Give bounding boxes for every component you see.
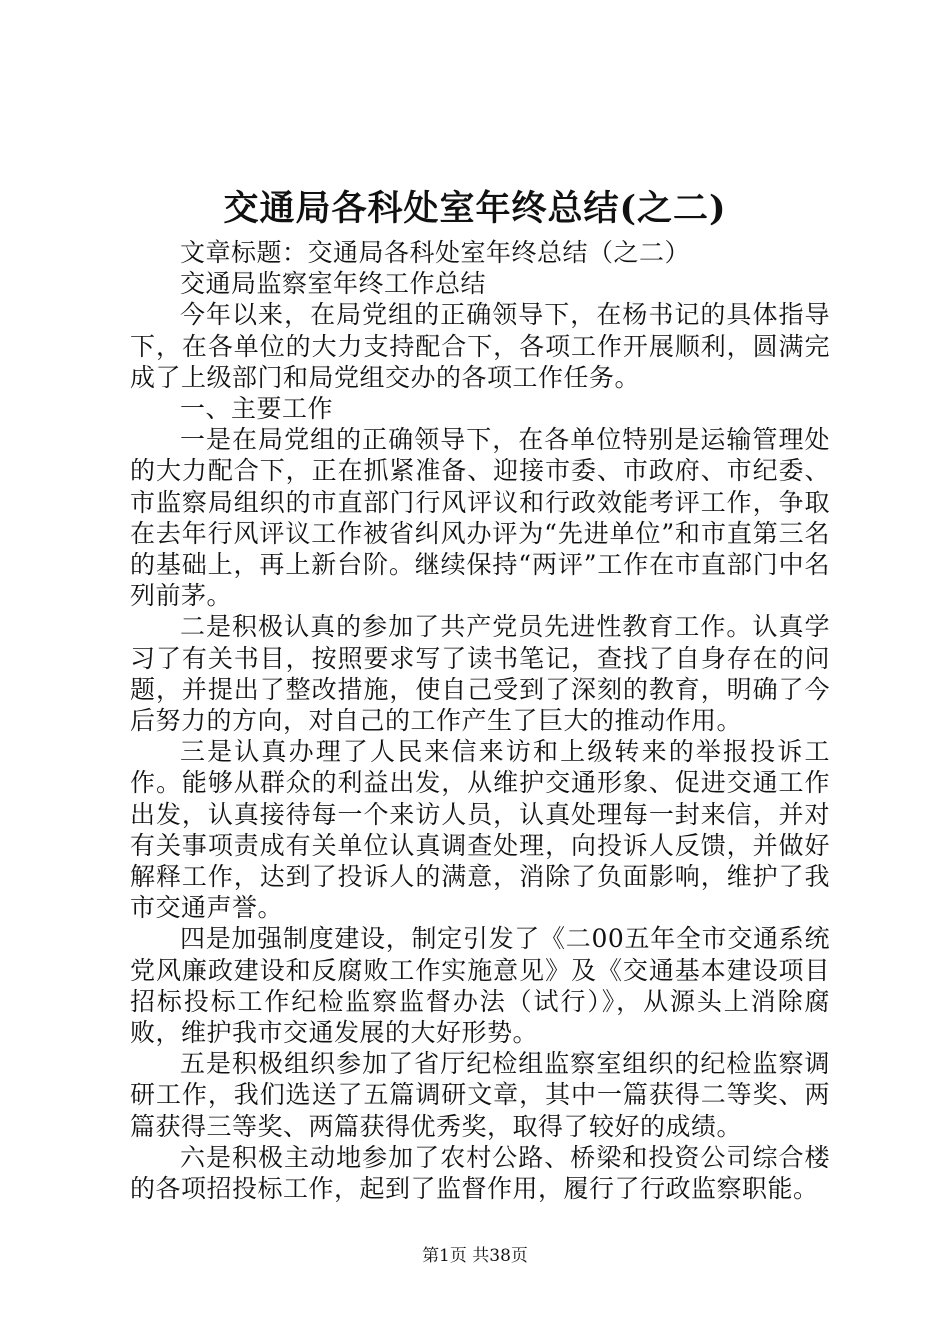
paragraph-item-5: 五是积极组织参加了省厅纪检组监察室组织的纪检监察调研工作，我们选送了五篇调研文章，其中一篇获得二等奖、两篇获得三等奖、两篇获得优秀奖，取得了较好的成绩。 xyxy=(130,1049,830,1141)
paragraph-subtitle: 交通局监察室年终工作总结 xyxy=(180,269,487,299)
paragraph-item-4: 四是加强制度建设，制定引发了《二00五年全市交通系统党风廉政建设和反腐败工作实施意见》及《交通基本建设项目招标投标工作纪检监察监督办法（试行）》，从源头上消除腐败，维护我市交通发展的大好形势。 xyxy=(130,924,830,1048)
page-footer: 第1页 共38页 xyxy=(422,1246,528,1266)
paragraph-item-1: 一是在局党组的正确领导下，在各单位特别是运输管理处的大力配合下，正在抓紧准备、迎接市委、市政府、市纪委、市监察局组织的市直部门行风评议和行政效能考评工作，争取在去年行风评议工作被省纠风办评为“先进单位”和市直第三名的基础上，再上新台阶。继续保持“两评”工作在市直部门中名列前茅。 xyxy=(130,425,830,611)
paragraph-item-2: 二是积极认真的参加了共产党员先进性教育工作。认真学习了有关书目，按照要求写了读书笔记，查找了自身存在的问题，并提出了整改措施，使自己受到了深刻的教育，明确了今后努力的方向，对自己的工作产生了巨大的推动作用。 xyxy=(130,612,830,736)
document-title: 交通局各科处室年终总结(之二) xyxy=(223,188,727,229)
paragraph-intro: 今年以来，在局党组的正确领导下，在杨书记的具体指导下，在各单位的大力支持配合下，各项工作开展顺利，圆满完成了上级部门和局党组交办的各项工作任务。 xyxy=(130,300,830,392)
document-body xyxy=(130,237,830,1204)
paragraph-article-title: 文章标题：交通局各科处室年终总结（之二） xyxy=(180,238,691,267)
paragraph-item-3: 三是认真办理了人民来信来访和上级转来的举报投诉工作。能够从群众的利益出发，从维护交通形象、促进交通工作出发，认真接待每一个来访人员，认真处理每一封来信，并对有关事项责成有关单位认真调查处理，向投诉人反馈，并做好解释工作，达到了投诉人的满意，消除了负面影响，维护了我市交通声誉。 xyxy=(130,737,830,923)
paragraph-item-6: 六是积极主动地参加了农村公路、桥梁和投资公司综合楼的各项招投标工作，起到了监督作用，履行了行政监察职能。 xyxy=(130,1142,830,1204)
section-heading-main-work: 一、主要工作 xyxy=(180,394,334,424)
